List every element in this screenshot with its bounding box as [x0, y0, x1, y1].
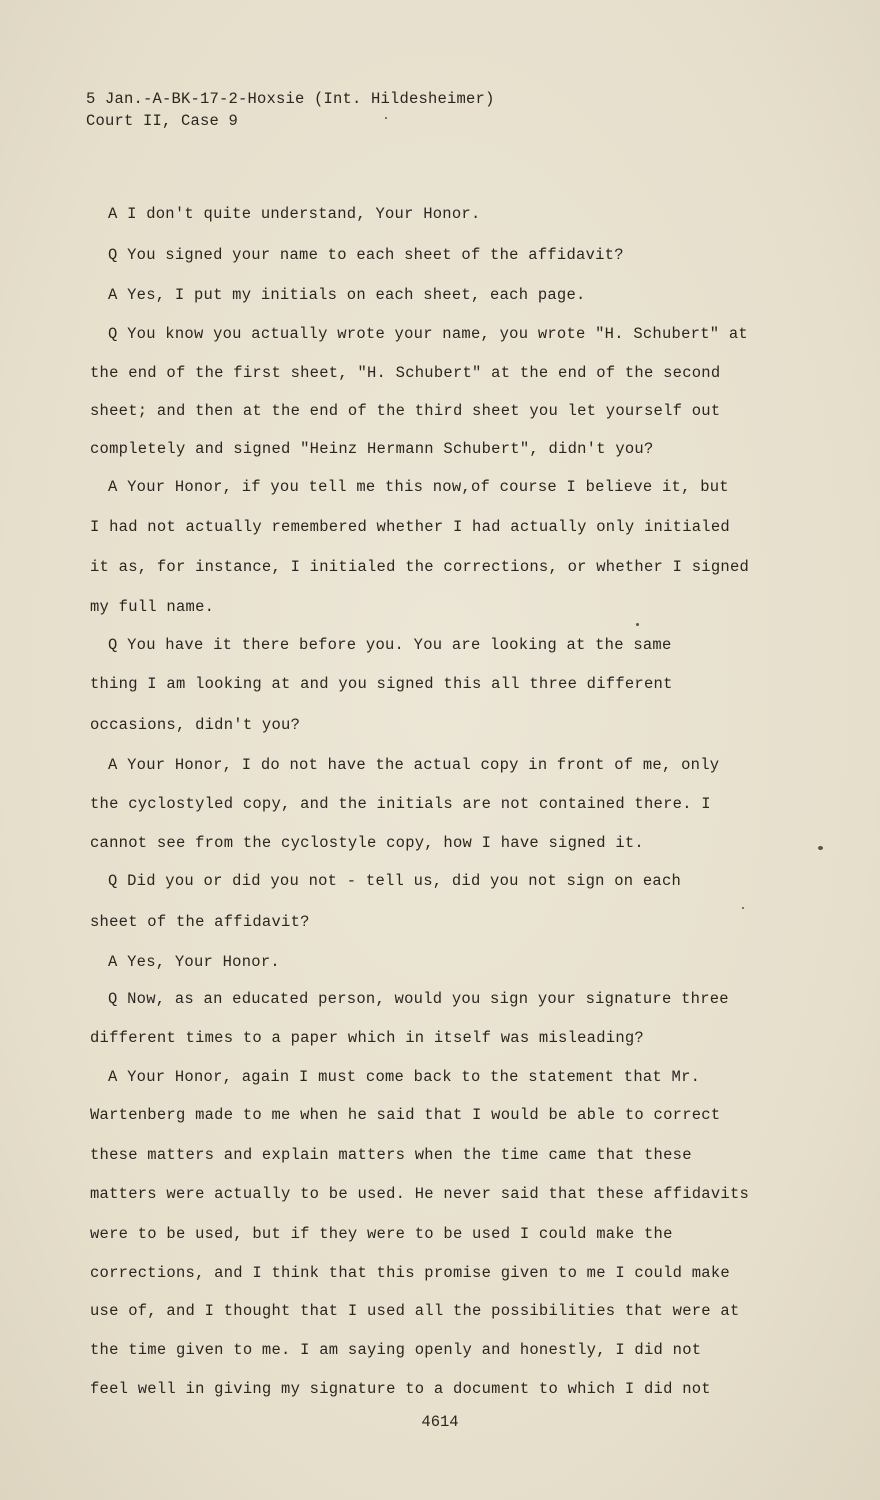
transcript-line: my full name. — [90, 598, 215, 616]
transcript-line: matters were actually to be used. He never said that these affidavits — [90, 1185, 750, 1203]
paper-speck — [636, 623, 639, 626]
transcript-line: different times to a paper which in itself was misleading? — [90, 1029, 644, 1047]
transcript-line: occasions, didn't you? — [90, 716, 301, 734]
transcript-line: A Yes, Your Honor. — [108, 953, 280, 971]
document-header — [86, 88, 495, 132]
transcript-line: Wartenberg made to me when he said that I would be able to correct — [90, 1106, 721, 1124]
transcript-line: the time given to me. I am saying openly and honestly, I did not — [90, 1341, 702, 1359]
transcript-line: I had not actually remembered whether I had actually only initialed — [90, 518, 730, 536]
paper-speck — [385, 117, 387, 119]
page-number: 4614 — [421, 1413, 459, 1431]
transcript-line: A Your Honor, I do not have the actual copy in front of me, only — [108, 756, 720, 774]
transcript-line: use of, and I thought that I used all the possibilities that were at — [90, 1302, 740, 1320]
transcript-line: were to be used, but if they were to be used I could make the — [90, 1225, 673, 1243]
transcript-line: sheet; and then at the end of the third sheet you let yourself out — [90, 402, 721, 420]
transcript-line: Q Did you or did you not - tell us, did you not sign on each — [108, 872, 682, 890]
transcript-line: A Yes, I put my initials on each sheet, each page. — [108, 286, 586, 304]
transcript-line: corrections, and I think that this promise given to me I could make — [90, 1264, 730, 1282]
header-court: Court II, Case 9 — [86, 112, 239, 130]
transcript-line: cannot see from the cyclostyle copy, how I have signed it. — [90, 834, 644, 852]
transcript-line: these matters and explain matters when the time came that these — [90, 1146, 692, 1164]
transcript-line: Q Now, as an educated person, would you sign your signature three — [108, 990, 729, 1008]
transcript-line: Q You signed your name to each sheet of the affidavit? — [108, 246, 624, 264]
header-reference: 5 Jan.-A-BK-17-2-Hoxsie (Int. Hildesheimer) — [86, 90, 495, 108]
transcript-line: feel well in giving my signature to a document to which I did not — [90, 1380, 711, 1398]
transcript-line: Q You have it there before you. You are looking at the same — [108, 636, 672, 654]
transcript-line: the end of the first sheet, "H. Schubert" at the end of the second — [90, 364, 721, 382]
transcript-line: thing I am looking at and you signed this all three different — [90, 675, 673, 693]
paper-speck — [742, 907, 744, 909]
transcript-line: A Your Honor, again I must come back to the statement that Mr. — [108, 1068, 701, 1086]
transcript-line: A I don't quite understand, Your Honor. — [108, 205, 481, 223]
transcript-line: sheet of the affidavit? — [90, 913, 310, 931]
transcript-line: it as, for instance, I initialed the corrections, or whether I signed — [90, 558, 750, 576]
transcript-line: completely and signed "Heinz Hermann Schubert", didn't you? — [90, 440, 654, 458]
transcript-line: Q You know you actually wrote your name, you wrote "H. Schubert" at — [108, 325, 748, 343]
paper-speck — [818, 846, 823, 850]
transcript-line: the cyclostyled copy, and the initials are not contained there. I — [90, 795, 711, 813]
transcript-line: A Your Honor, if you tell me this now,of course I believe it, but — [108, 478, 729, 496]
